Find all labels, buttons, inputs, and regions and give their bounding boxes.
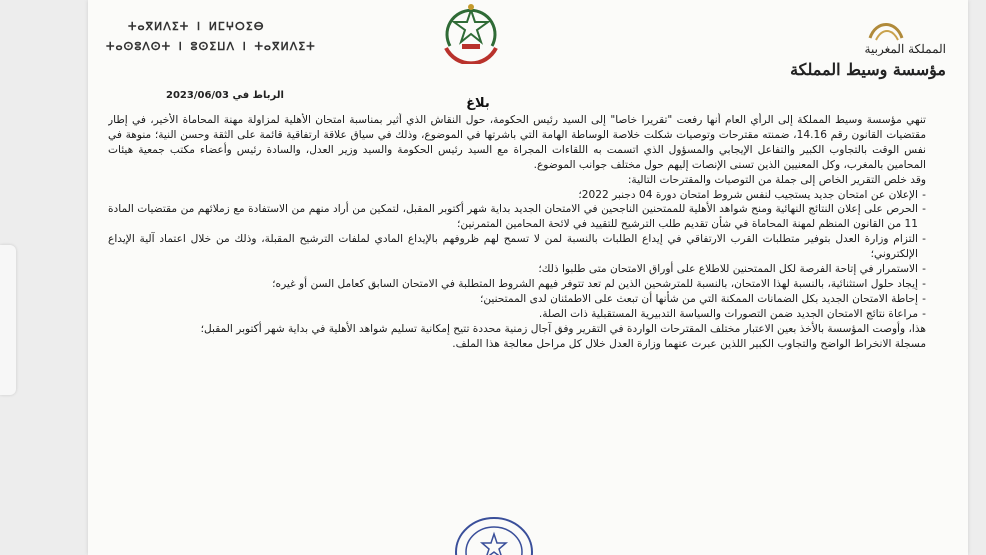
document-body — [108, 113, 926, 528]
institution-logo-icon — [866, 18, 906, 44]
tifinagh-header-line2: ⵜⴰⵙⵓⴷⵙⵜ ⵏ ⵓⵙⵉⵡⴷ ⵏ ⵜⴰⴳⵍⴷⵉⵜ — [106, 40, 316, 53]
recommendations-list — [108, 188, 926, 322]
royal-emblem-logo — [436, 2, 506, 64]
browser-side-strip — [0, 245, 16, 395]
list-item: - التزام وزارة العدل بتوفير متطلبات القرب الارتفاقي في إيداع الطلبات بالنسبة لمن لا تسمح لهم ظروفهم بالإيداع المادي لملفات الترشيح المقبلة، وذلك من خلال اعتماد آلية الإيداع الإلكتروني؛ — [108, 232, 926, 262]
tifinagh-header-line1: ⵜⴰⴳⵍⴷⵉⵜ ⵏ ⵍⵎⵖⵔⵉⴱ — [128, 20, 265, 33]
document-date: الرباط في 2023/06/03 — [166, 90, 284, 101]
intro-paragraph: تنهي مؤسسة وسيط المملكة إلى الرأي العام أنها رفعت "تقريرا خاصا" إلى السيد رئيس الحكومة، حول النقاش الذي أثير بمناسبة امتحان الأهلية لمزاولة مهنة المحاماة الأخير، في إطار مقتضيات القانون رقم 14.16، ضمنته مقترحات وتوصيات شكلت خلاصة الوساطة الهامة التي باشرتها في الموضوع، وذلك في سياق علاقة ارتفاقية قائمة على الثقة وحسن النية؛ منوهة في نفس الوقت بالتجاوب الكبير والتفاعل الإيجابي والمسؤول الذي اتسمت به اللقاءات المجراة مع السيد رئيس الحكومة والسيد وزير العدل، والسادة رئيس وأعضاء مكتب جمعية هيئات المحامين بالمغرب، وكل المعنيين الذين تسنى الإنصات إليهم حول مختلف جوانب الموضوع. — [108, 114, 926, 171]
official-stamp-seal — [452, 512, 536, 555]
institution-signature-block — [766, 18, 946, 78]
list-item: - الاستمرار في إتاحة الفرصة لكل الممتحنين للاطلاع على أوراق الامتحان متى طلبوا ذلك؛ — [108, 262, 926, 277]
list-item: - الحرص على إعلان النتائج النهائية ومنح شواهد الأهلية للممتحنين الناجحين في الامتحان الجديد بداية شهر أكتوبر المقبل، لتمكين من أراد منهم من الاستفادة مع زملائهم من مقتضيات المادة 11 من القانون المنظم لمهنة المحاماة في شأن تقديم طلب الترشيح للتقييد في لائحة المحامين المتمرنين؛ — [108, 202, 926, 232]
closing-paragraph-2: مسجلة الانخراط الواضح والتجاوب الكبير اللذين عبرت عنهما وزارة العدل خلال كل مراحل معالجة هذا الملف. — [452, 337, 926, 350]
kingdom-name: المملكة المغربية — [864, 42, 946, 56]
document-title: بلاغ — [466, 96, 490, 111]
list-item: - إيجاد حلول استثنائية، بالنسبة لهذا الامتحان، بالنسبة للمترشحين الذين لم تعد تتوفر فيهم الشروط المتطلبة في الامتحان السابق كعامل السن أو غيره؛ — [108, 277, 926, 292]
summary-intro: وقد خلص التقرير الخاص إلى جملة من التوصيات والمقترحات التالية: — [627, 173, 926, 186]
list-item: - الإعلان عن امتحان جديد يستجيب لنفس شروط امتحان دورة 04 دجنبر 2022؛ — [108, 188, 926, 203]
list-item: - مراعاة نتائج الامتحان الجديد ضمن التصورات والسياسة التدبيرية المستقبلية ذات الصلة. — [108, 307, 926, 322]
institution-name: مؤسسة وسيط المملكة — [790, 60, 946, 79]
list-item: - إحاطة الامتحان الجديد بكل الضمانات الممكنة التي من شأنها أن تبعث على الاطمئنان لدى الممتحنين؛ — [108, 292, 926, 307]
closing-paragraph-1: هذا، وأوصت المؤسسة بالأخذ بعين الاعتبار مختلف المقترحات الواردة في التقرير وفق آجال زمنية محددة تتيح إمكانية تسليم شواهد الأهلية في بداية شهر أكتوبر المقبل؛ — [200, 322, 926, 335]
press-release-document — [88, 0, 968, 555]
